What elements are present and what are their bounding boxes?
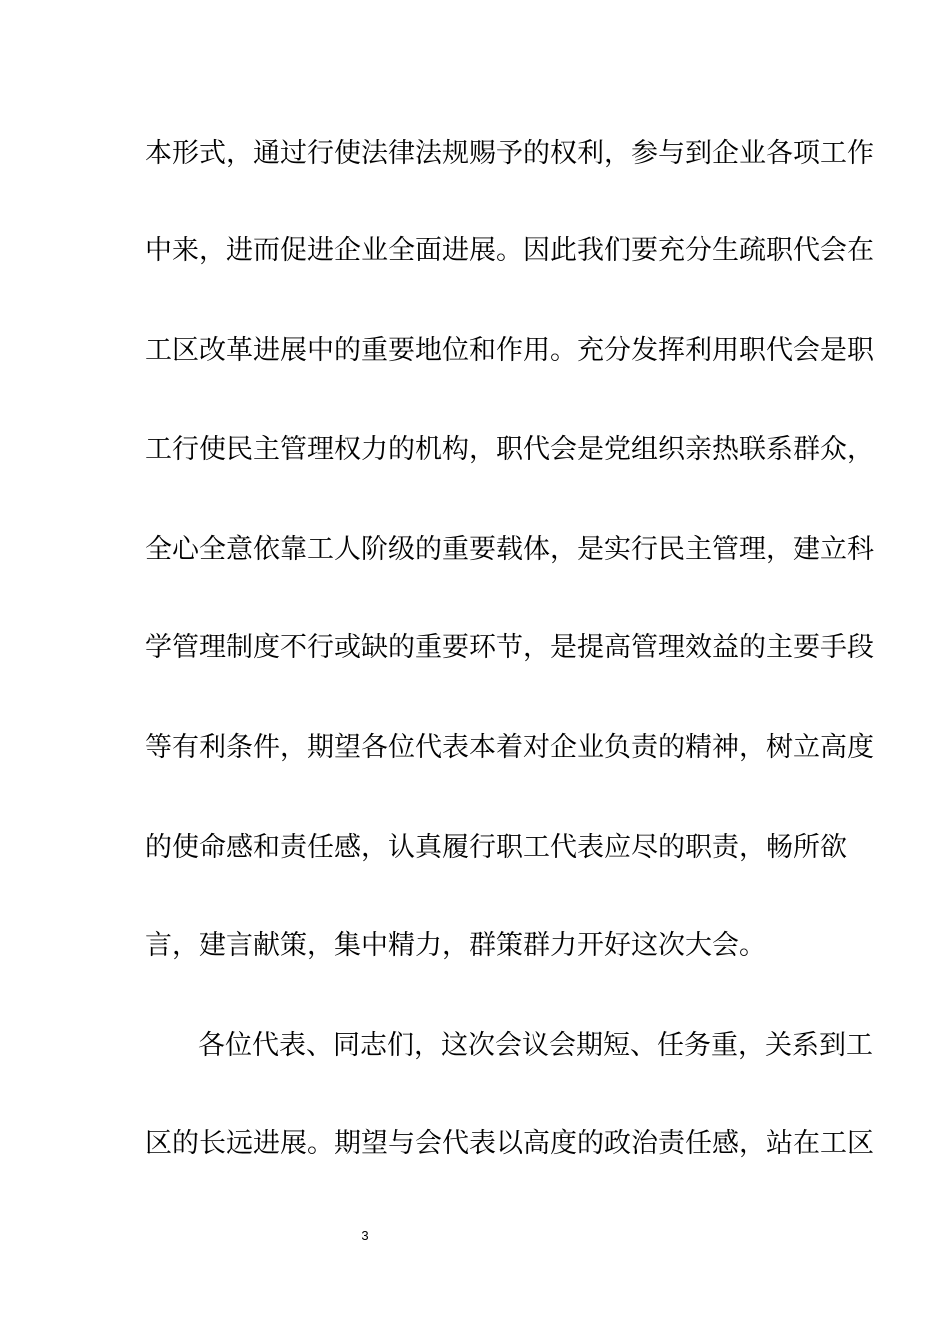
text-line-7: 等有利条件，期望各位代表本着对企业负责的精神，树立高度 [145,732,874,763]
text-line-3: 工区改革进展中的重要地位和作用。充分发挥利用职代会是职 [145,335,874,366]
text-line-11: 区的长远进展。期望与会代表以高度的政治责任感，站在工区 [145,1128,874,1159]
text-line-6: 学管理制度不行或缺的重要环节，是提高管理效益的主要手段 [145,632,874,663]
text-line-8: 的使命感和责任感，认真履行职工代表应尽的职责，畅所欲 [145,832,847,863]
text-line-5: 全心全意依靠工人阶级的重要载体，是实行民主管理，建立科 [145,534,874,565]
text-line-9: 言，建言献策，集中精力，群策群力开好这次大会。 [145,930,766,961]
text-line-4: 工行使民主管理权力的机构，职代会是党组织亲热联系群众， [145,434,874,465]
page-number: 3 [361,1228,369,1243]
text-line-2: 中来，进而促进企业全面进展。因此我们要充分生疏职代会在 [145,235,874,266]
text-line-1: 本形式，通过行使法律法规赐予的权利，参与到企业各项工作 [145,138,874,169]
text-line-10: 各位代表、同志们，这次会议会期短、任务重，关系到工 [198,1030,873,1061]
